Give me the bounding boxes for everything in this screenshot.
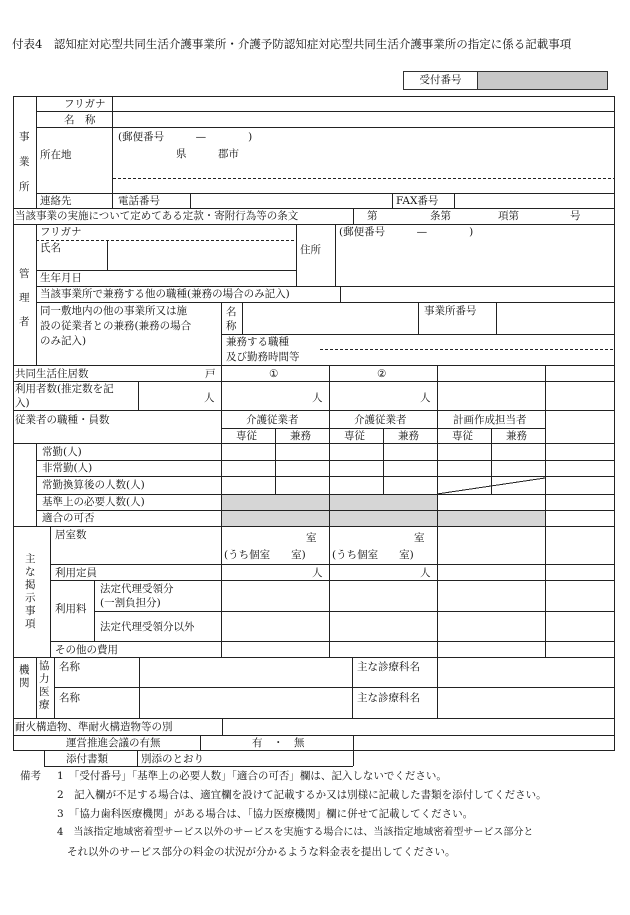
notice-other-costs: その他の費用 bbox=[55, 644, 118, 656]
medical-inner-char-2: 力 bbox=[39, 673, 50, 685]
articles-jou: 条第 bbox=[430, 210, 451, 222]
kanrisha-postal-text: (郵便番号 — ) bbox=[339, 226, 474, 238]
notice-room-unit-2: 室 bbox=[414, 532, 425, 544]
articles-label: 当該事業の実施について定めてある定款・寄附行為等の条文 bbox=[15, 210, 299, 222]
kanrisha-group-label bbox=[19, 262, 31, 334]
medical-dept-label-2: 主な診療科名 bbox=[357, 692, 420, 704]
kanrisha-job-line2: 及び勤務時間等 bbox=[226, 351, 300, 363]
staff-row-fte: 常勤換算後の人数(人) bbox=[42, 479, 145, 491]
note-item-4-cont: それ以外のサービス部分の料金の状況が分かるような料金表を提出してください。 bbox=[67, 846, 456, 858]
articles-kou: 項第 bbox=[498, 210, 519, 222]
notice-label-char-6: 項 bbox=[25, 618, 36, 630]
note-item-4: 4 当該指定地域密着型サービス以外のサービスを実施する場合には、当該指定地域密着型サービス部分と bbox=[57, 827, 534, 838]
articles-dai: 第 bbox=[367, 210, 378, 222]
medical-inner-char-1: 協 bbox=[39, 660, 50, 672]
kanrisha-other-line3: のみ記入) bbox=[40, 335, 87, 347]
notice-label-char-1: 主 bbox=[25, 553, 36, 565]
attach-label: 添付書類 bbox=[66, 753, 108, 765]
staff-full-1: 専従 bbox=[236, 430, 257, 442]
notice-private-1: (うち個室 室) bbox=[224, 549, 306, 561]
medical-outer-label bbox=[19, 664, 31, 690]
staff-dual-2: 兼務 bbox=[398, 430, 419, 442]
notice-other-legal: 法定代理受領分以外 bbox=[100, 621, 195, 633]
notice-capacity-person-2: 人 bbox=[420, 567, 431, 579]
jigyosho-group-label bbox=[19, 125, 31, 200]
note-item-2: 2 記入欄が不足する場合は、適宜欄を設けて記載するか又は別様に記載した書類を添付してください。 bbox=[57, 789, 547, 801]
kanrisha-birth-label: 生年月日 bbox=[40, 272, 82, 284]
fireproof-label: 耐火構造物、準耐火構造物等の別 bbox=[15, 721, 173, 733]
notice-capacity-label: 利用定員 bbox=[55, 567, 97, 579]
articles-go: 号 bbox=[570, 210, 581, 222]
jigyosho-label-char-3: 所 bbox=[19, 181, 30, 193]
notice-legal-line1: 法定代理受領分 bbox=[100, 583, 174, 595]
staff-full-2: 専従 bbox=[344, 430, 365, 442]
users-person-2: 人 bbox=[312, 392, 323, 404]
staff-row-parttime: 非常勤(人) bbox=[42, 462, 93, 474]
notice-private-2: (うち個室 室) bbox=[332, 549, 414, 561]
jigyosho-label-char-1: 事 bbox=[19, 131, 30, 143]
jigyosho-label-char-2: 業 bbox=[19, 156, 30, 168]
jigyosho-address-label: 所在地 bbox=[40, 149, 72, 161]
notice-room-unit-1: 室 bbox=[306, 532, 317, 544]
staff-dual-1: 兼務 bbox=[290, 430, 311, 442]
jigyosho-tel-label: 電話番号 bbox=[118, 195, 160, 207]
medical-name-label-2: 名称 bbox=[59, 692, 80, 704]
jigyosho-fax-label: FAX番号 bbox=[396, 195, 439, 207]
staff-caregiver-1: 介護従業者 bbox=[246, 414, 299, 426]
jigyosho-furigana-label: フリガナ bbox=[64, 98, 106, 110]
medical-inner-label bbox=[39, 660, 51, 712]
kanrisha-shou-label: 称 bbox=[226, 320, 237, 332]
units-suffix: 戸 bbox=[205, 368, 216, 380]
users-person-1: 人 bbox=[204, 392, 215, 404]
kanrisha-concurrent-same-label: 当該事業所で兼務する他の職種(兼務の場合のみ記入) bbox=[40, 288, 290, 300]
jigyosho-name-label: 名 称 bbox=[64, 114, 96, 126]
meeting-value: 有 ・ 無 bbox=[252, 737, 305, 749]
staff-dual-3: 兼務 bbox=[506, 430, 527, 442]
kanrisha-label-char-2: 理 bbox=[19, 292, 30, 304]
notice-group-label bbox=[25, 553, 37, 631]
jigyosho-contact-label: 連絡先 bbox=[40, 195, 72, 207]
units-col2: ② bbox=[377, 368, 387, 380]
form-title: 付表4 認知症対応型共同生活介護事業所・介護予防認知症対応型共同生活介護事業所の指定に係る記載事項 bbox=[12, 37, 572, 51]
notice-legal-line2: (一割負担分) bbox=[100, 597, 161, 609]
notes-head: 備考 bbox=[20, 770, 41, 782]
notice-capacity-person-1: 人 bbox=[312, 567, 323, 579]
staff-row-fulltime: 常勤(人) bbox=[42, 446, 82, 458]
receipt-number-label: 受付番号 bbox=[404, 72, 478, 89]
notice-label-char-5: 事 bbox=[25, 605, 36, 617]
units-label: 共同生活住居数 bbox=[15, 368, 89, 380]
units-col1: ① bbox=[269, 368, 279, 380]
attach-value: 別添のとおり bbox=[141, 753, 204, 765]
notice-fee-label: 利用料 bbox=[55, 603, 87, 615]
users-label-line2: 入) bbox=[15, 397, 30, 409]
staff-label: 従業者の職種・員数 bbox=[15, 414, 110, 426]
medical-dept-label-1: 主な診療科名 bbox=[357, 661, 420, 673]
kanrisha-other-line1: 同一敷地内の他の事業所又は施 bbox=[40, 305, 187, 317]
notice-rooms-label: 居室数 bbox=[55, 529, 87, 541]
kanrisha-job-line1: 兼務する職種 bbox=[226, 336, 289, 348]
staff-caregiver-2: 介護従業者 bbox=[354, 414, 407, 426]
medical-name-label-1: 名称 bbox=[59, 661, 80, 673]
medical-inner-char-3: 医 bbox=[39, 686, 50, 698]
kanrisha-name-label: 氏名 bbox=[40, 242, 61, 254]
medical-outer-char-2: 関 bbox=[19, 677, 30, 689]
staff-planner: 計画作成担当者 bbox=[453, 414, 527, 426]
notice-label-char-4: 示 bbox=[25, 592, 36, 604]
kanrisha-other-line2: 設の従業者との兼務(兼務の場合 bbox=[40, 320, 192, 332]
jigyosho-pref-city-text: 県 郡市 bbox=[176, 148, 239, 160]
kanrisha-furigana-label: フリガナ bbox=[40, 226, 82, 238]
medical-inner-char-4: 療 bbox=[39, 699, 50, 711]
notice-label-char-2: な bbox=[25, 566, 36, 578]
kanrisha-address-label: 住所 bbox=[300, 244, 321, 256]
kanrisha-mei-label: 名 bbox=[226, 306, 237, 318]
jigyosho-postal-text: (郵便番号 — ) bbox=[118, 131, 253, 143]
kanrisha-label-char-1: 管 bbox=[19, 268, 30, 280]
note-item-3: 3 「協力歯科医療機関」がある場合は、「協力医療機関」欄に併せて記載してください。 bbox=[57, 808, 474, 820]
kanrisha-office-no-label: 事業所番号 bbox=[424, 305, 477, 317]
meeting-label: 運営推進会議の有無 bbox=[66, 737, 161, 749]
medical-outer-char-1: 機 bbox=[19, 664, 30, 676]
staff-row-required: 基準上の必要人数(人) bbox=[42, 496, 145, 508]
staff-row-eligibility: 適合の可否 bbox=[42, 512, 95, 524]
notice-label-char-3: 掲 bbox=[25, 579, 36, 591]
note-item-1: 1 「受付番号」「基準上の必要人数」「適合の可否」欄は、記入しないでください。 bbox=[57, 770, 447, 782]
users-label-line1: 利用者数(推定数を記 bbox=[15, 383, 114, 395]
kanrisha-label-char-3: 者 bbox=[19, 316, 30, 328]
staff-full-3: 専従 bbox=[452, 430, 473, 442]
users-person-3: 人 bbox=[420, 392, 431, 404]
